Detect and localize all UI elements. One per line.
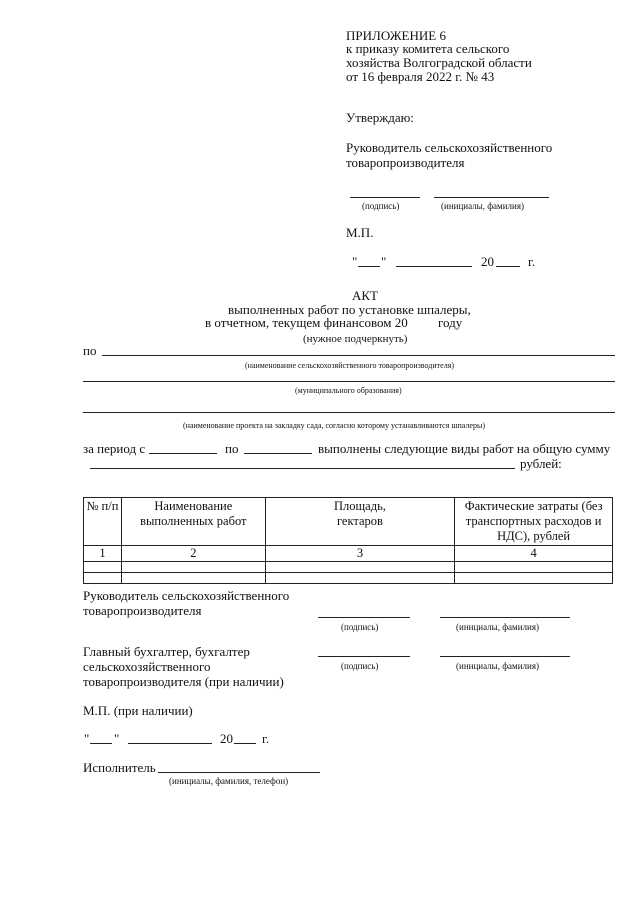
- approver-title-line-2: товаропроизводителя: [346, 155, 465, 170]
- approval-date-quote-close: ": [381, 254, 387, 269]
- approver-initials-line[interactable]: [434, 197, 549, 198]
- table-cell[interactable]: [121, 562, 265, 573]
- period-from-label: за период с: [83, 441, 146, 456]
- act-subtitle-1: выполненных работ по установке шпалеры,: [228, 302, 471, 317]
- table-header-row: [84, 498, 613, 546]
- header-cell-area: [265, 498, 455, 546]
- header-area-line-2: гектаров: [336, 514, 383, 528]
- approval-date-month-line[interactable]: [396, 266, 472, 267]
- executor-label: Исполнитель: [83, 760, 156, 775]
- producer-name-line[interactable]: [102, 355, 615, 356]
- po-label: по: [83, 343, 97, 358]
- executor-line[interactable]: [158, 772, 320, 773]
- header-area-line-1: Площадь,: [334, 499, 386, 513]
- head-initials-line[interactable]: [440, 617, 570, 618]
- bottom-date-month-line[interactable]: [128, 743, 212, 744]
- head-signatory-line-2: товаропроизводителя: [83, 603, 202, 618]
- head-signatory: [83, 588, 289, 618]
- works-table: [83, 497, 613, 584]
- table-cell[interactable]: [455, 573, 613, 584]
- head-signatory-line-1: Руководитель сельскохозяйственного: [83, 588, 290, 603]
- table-cell[interactable]: [121, 573, 265, 584]
- project-line[interactable]: [83, 412, 615, 413]
- header-number-text: № п/п: [86, 499, 119, 513]
- number-cell-1: 1: [84, 546, 122, 562]
- accountant-signature-line[interactable]: [318, 656, 410, 657]
- approval-seal: М.П.: [346, 225, 374, 240]
- table-cell[interactable]: [455, 562, 613, 573]
- accountant-line-1: Главный бухгалтер, бухгалтер: [83, 644, 250, 659]
- number-cell-4: 4: [455, 546, 613, 562]
- municipality-line[interactable]: [83, 381, 615, 382]
- table-cell[interactable]: [84, 573, 122, 584]
- bottom-date-year-line[interactable]: [234, 743, 256, 744]
- act-title: АКТ: [352, 288, 378, 303]
- approver-title-line-1: Руководитель сельскохозяйственного: [346, 140, 553, 155]
- header-costs-line-1: Фактические затраты (без: [464, 499, 603, 513]
- bottom-date-day-line[interactable]: [90, 743, 112, 744]
- header-cell-works: [121, 498, 265, 546]
- order-line-2: хозяйства Волгоградской области: [346, 55, 532, 70]
- table-cell[interactable]: [84, 562, 122, 573]
- bottom-seal: М.П. (при наличии): [83, 703, 193, 718]
- order-line-3: от 16 февраля 2022 г. № 43: [346, 69, 495, 84]
- approve-label: Утверждаю:: [346, 110, 414, 125]
- number-cell-3: 3: [265, 546, 455, 562]
- executor-caption: (инициалы, фамилия, телефон): [169, 776, 289, 786]
- bottom-date-suffix: г.: [262, 731, 270, 746]
- approval-date-suffix: г.: [528, 254, 536, 269]
- header-works-line-1: Наименование: [154, 499, 233, 513]
- bottom-date-quote-close: ": [114, 731, 120, 746]
- table-row: [84, 562, 613, 573]
- order-reference: [346, 42, 532, 84]
- approval-date-year: 20: [481, 254, 494, 269]
- act-subtitle-2: в отчетном, текущем финансовом 20: [205, 315, 408, 330]
- order-line-1: к приказу комитета сельского: [346, 41, 510, 56]
- accountant-line-3: товаропроизводителя (при наличии): [83, 674, 284, 689]
- accountant-initials-line[interactable]: [440, 656, 570, 657]
- bottom-date-year: 20: [220, 731, 233, 746]
- table-cell[interactable]: [265, 562, 455, 573]
- act-subtitle-2-suffix: году: [438, 315, 463, 330]
- approver-title: [346, 140, 552, 170]
- project-caption: (наименование проекта на закладку сада, согласно которому устанавливаются шпалеры): [183, 421, 486, 430]
- bottom-date-quote-open: ": [84, 731, 90, 746]
- accountant-signature-caption: (подпись): [341, 661, 379, 671]
- head-initials-caption: (инициалы, фамилия): [456, 622, 539, 632]
- accountant-line-2: сельскохозяйственного: [83, 659, 211, 674]
- header-costs-line-2: транспортных расходов и: [465, 514, 602, 528]
- approval-date-day-line[interactable]: [358, 266, 380, 267]
- approver-signature-line[interactable]: [350, 197, 420, 198]
- accountant-signatory: [83, 644, 284, 689]
- total-sum-line[interactable]: [90, 468, 515, 469]
- table-row: [84, 573, 613, 584]
- approval-date-quote-open: ": [352, 254, 358, 269]
- approval-date-year-line[interactable]: [496, 266, 520, 267]
- period-rest-text: выполнены следующие виды работ на общую сумму: [318, 441, 611, 456]
- table-cell[interactable]: [265, 573, 455, 584]
- period-from-line[interactable]: [149, 453, 217, 454]
- rubles-label: рублей:: [520, 456, 562, 471]
- header-works-line-2: выполненных работ: [140, 514, 247, 528]
- head-signature-caption: (подпись): [341, 622, 379, 632]
- underline-note: (нужное подчеркнуть): [303, 333, 408, 345]
- producer-caption: (наименование сельскохозяйственного товаропроизводителя): [245, 361, 455, 370]
- accountant-initials-caption: (инициалы, фамилия): [456, 661, 539, 671]
- period-to-label: по: [225, 441, 239, 456]
- header-cell-number: [84, 498, 122, 546]
- header-cell-costs: [455, 498, 613, 546]
- table-number-row: [84, 546, 613, 562]
- appendix-title: ПРИЛОЖЕНИЕ 6: [346, 28, 446, 43]
- municipality-caption: (муниципального образования): [295, 386, 402, 395]
- approver-signature-caption: (подпись): [362, 201, 400, 211]
- approver-initials-caption: (инициалы, фамилия): [441, 201, 524, 211]
- number-cell-2: 2: [121, 546, 265, 562]
- head-signature-line[interactable]: [318, 617, 410, 618]
- period-to-line[interactable]: [244, 453, 312, 454]
- header-costs-line-3: НДС), рублей: [497, 529, 571, 543]
